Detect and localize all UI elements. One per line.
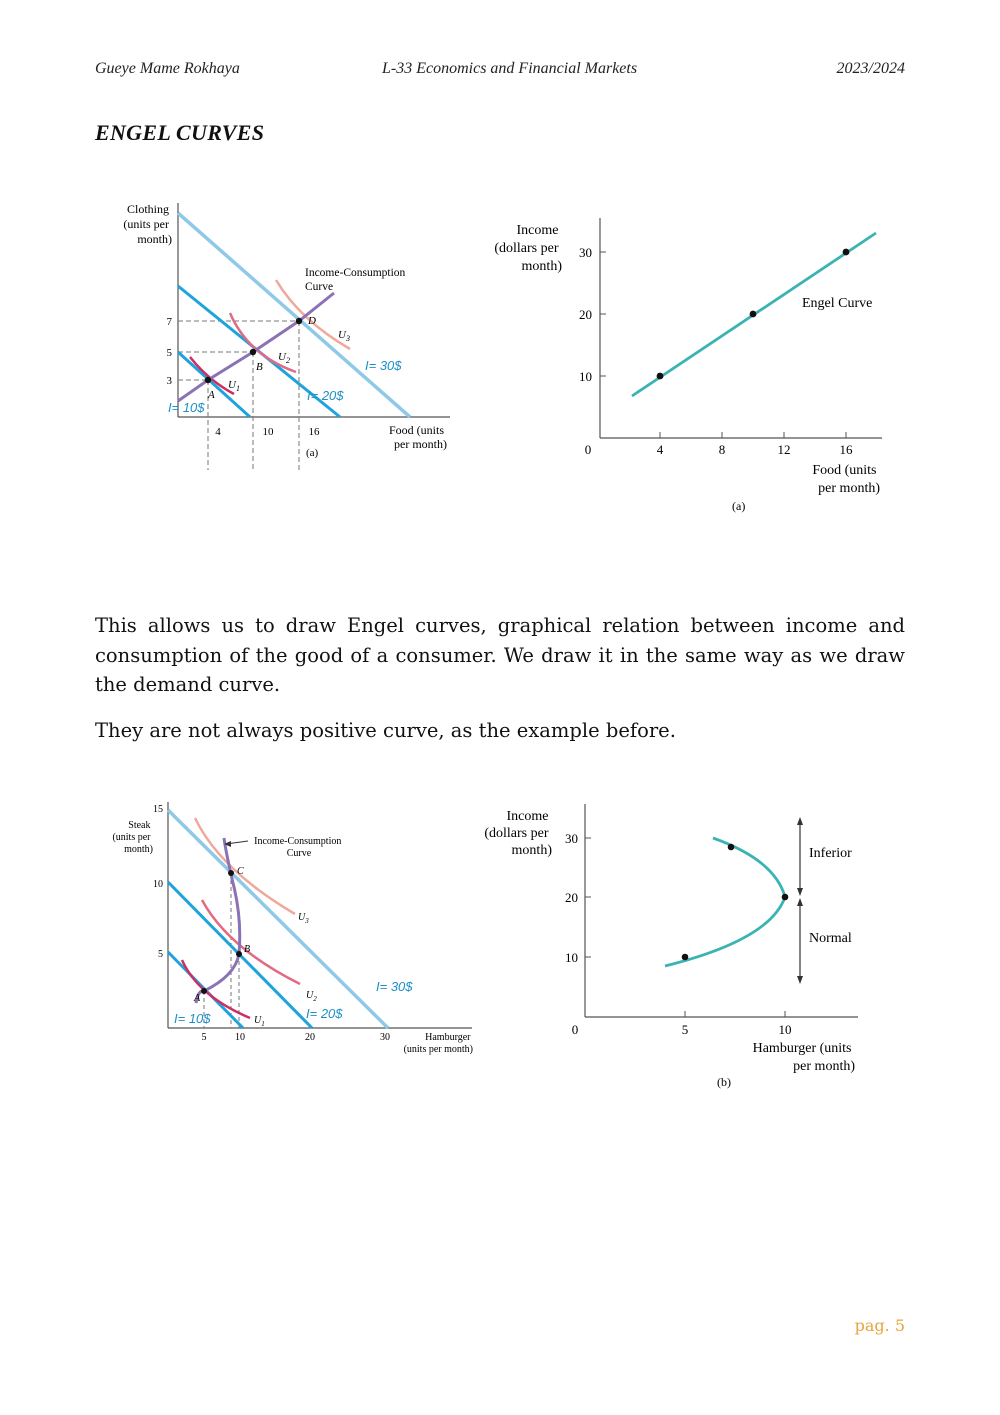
y-tick-30: 30 xyxy=(579,245,592,260)
engel-point-3 xyxy=(843,249,850,256)
y-tick-marks xyxy=(600,252,846,438)
x-tick-4: 4 xyxy=(656,442,664,457)
panel-label: (b) xyxy=(717,1075,731,1089)
y-axis-label: Steak (units per month) xyxy=(112,820,153,855)
figure-icc-hamburger-steak xyxy=(100,798,480,1063)
arrow-up-top xyxy=(797,817,803,825)
x-tick-10: 10 xyxy=(778,1022,792,1037)
point-b xyxy=(236,951,242,957)
u2-label: $U_2$ xyxy=(306,990,317,1003)
x-tick-30: 30 xyxy=(380,1032,390,1043)
x-tick-0: 0 xyxy=(571,1022,579,1037)
engel-point-3 xyxy=(728,844,735,851)
x-tick-5: 5 xyxy=(201,1032,207,1043)
indifference-curve-u2 xyxy=(202,900,300,984)
x-axis-label: Food (units per month) xyxy=(812,463,880,496)
header-author: Gueye Mame Rokhaya xyxy=(95,60,240,77)
x-tick-16: 16 xyxy=(308,426,320,438)
y-axis-label: Income (dollars per month) xyxy=(484,809,552,858)
point-a xyxy=(205,377,211,383)
inferior-label: Inferior xyxy=(809,846,852,861)
x-tick-8: 8 xyxy=(718,442,726,457)
y-tick-20: 20 xyxy=(579,307,592,322)
budget-label-30: I= 30$ xyxy=(376,979,413,994)
icc-label: Income-Consumption Curve xyxy=(305,267,406,293)
section-title: ENGEL CURVES xyxy=(95,120,265,145)
point-a xyxy=(201,988,207,994)
u1-label: $U_1$ xyxy=(254,1015,265,1028)
x-tick-10: 10 xyxy=(235,1032,245,1043)
x-tick-0: 0 xyxy=(584,442,592,457)
x-tick-16: 16 xyxy=(839,442,853,457)
point-b-label: B xyxy=(244,944,251,955)
icc-label: Income-Consumption Curve xyxy=(254,836,342,859)
x-axis-label: Hamburger (units per month) xyxy=(403,1032,473,1055)
point-b xyxy=(250,349,256,355)
engel-point-2 xyxy=(782,894,789,901)
y-axis-label: Income (dollars per month) xyxy=(494,223,562,274)
point-d-label: D xyxy=(308,315,316,327)
engel-curve-label: Engel Curve xyxy=(802,296,873,311)
y-tick-5: 5 xyxy=(158,949,163,960)
x-axis-label: Hamburger (units per month) xyxy=(752,1041,855,1074)
y-tick-30: 30 xyxy=(565,831,578,846)
point-c-label: C xyxy=(237,866,244,877)
budget-label-10: I= 10$ xyxy=(174,1011,211,1026)
x-tick-4: 4 xyxy=(215,426,221,438)
y-tick-10: 10 xyxy=(565,950,578,965)
paragraph-engel-definition: This allows us to draw Engel curves, graphical relation between income and consumption of the good of a consumer. We draw it in the same way as we draw the demand curve. xyxy=(95,614,905,696)
x-axis-label: Food (units per month) xyxy=(388,423,447,451)
budget-label-30: I= 30$ xyxy=(365,358,402,373)
header-course: L-33 Economics and Financial Markets xyxy=(382,60,638,77)
y-tick-20: 20 xyxy=(565,890,578,905)
panel-label: (a) xyxy=(732,499,746,513)
point-b-label: B xyxy=(256,361,263,373)
point-d xyxy=(296,318,302,324)
income-consumption-curve xyxy=(178,293,334,401)
budget-label-20: I= 20$ xyxy=(307,388,344,403)
paragraph-not-always-positive: They are not always positive curve, as the example before. xyxy=(95,719,676,742)
y-tick-5: 5 xyxy=(166,347,172,359)
normal-label: Normal xyxy=(809,931,852,946)
engel-point-2 xyxy=(750,311,757,318)
panel-label: (a) xyxy=(306,447,319,459)
point-a-label: A xyxy=(194,993,201,1004)
budget-label-10: I= 10$ xyxy=(168,400,205,415)
header-year: 2023/2024 xyxy=(836,60,905,77)
figure-icc-food-clothing xyxy=(100,195,470,480)
u3-label: $U_3$ xyxy=(298,912,309,925)
y-axis-label: Clothing (units per month) xyxy=(123,202,172,246)
figure-engel-curve-hamburger xyxy=(470,800,870,1095)
indifference-curve-u3 xyxy=(195,818,295,914)
u1-label: $U_1$ xyxy=(228,379,240,393)
y-tick-10: 10 xyxy=(153,879,163,890)
u3-label: $U_3$ xyxy=(338,329,350,343)
y-tick-3: 3 xyxy=(166,375,172,387)
arrow-down-bottom xyxy=(797,976,803,984)
budget-label-20: I= 20$ xyxy=(306,1006,343,1021)
y-tick-10: 10 xyxy=(579,369,592,384)
y-tick-7: 7 xyxy=(166,316,172,328)
engel-curve xyxy=(665,838,785,966)
x-tick-12: 12 xyxy=(777,442,791,457)
y-tick-15: 15 xyxy=(153,804,163,815)
arrow-down-mid xyxy=(797,888,803,896)
tick-marks xyxy=(585,838,785,1017)
u2-label: $U_2$ xyxy=(278,351,290,365)
page-number: pag. 5 xyxy=(854,1316,905,1335)
point-c xyxy=(228,870,234,876)
x-tick-10: 10 xyxy=(262,426,274,438)
engel-point-1 xyxy=(657,373,664,380)
figure-engel-curve-food xyxy=(480,210,900,520)
x-tick-20: 20 xyxy=(305,1032,315,1043)
income-consumption-curve xyxy=(196,838,240,1003)
x-tick-5: 5 xyxy=(681,1022,689,1037)
engel-point-1 xyxy=(682,954,689,961)
indifference-curve-u1 xyxy=(182,960,250,1018)
guide-lines xyxy=(178,321,299,470)
arrow-up-mid xyxy=(797,898,803,906)
point-a-label: A xyxy=(208,389,215,401)
